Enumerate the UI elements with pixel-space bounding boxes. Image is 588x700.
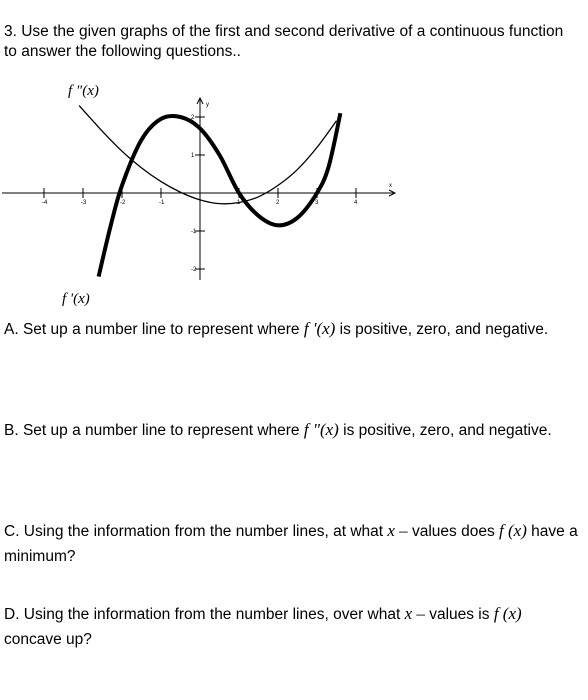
question-c-suffix: have a minimum? — [4, 523, 578, 565]
question-c-prefix: C. Using the information from the number lines, at what — [4, 523, 388, 540]
y-tick-label: -1 — [191, 229, 197, 235]
question-b — [4, 417, 579, 443]
question-c — [4, 518, 579, 569]
x-tick-label: 2 — [276, 200, 280, 206]
question-d — [4, 601, 579, 652]
x-tick-label: 4 — [354, 200, 358, 206]
question-c-math-x: x – — [387, 521, 408, 540]
x-tick-label: -3 — [81, 200, 87, 206]
f1-label: f '(x) — [62, 291, 90, 307]
question-b-prefix: B. Set up a number line to represent where — [4, 422, 304, 439]
question-c-mid: values does — [407, 523, 500, 540]
question-a — [4, 316, 579, 342]
y-tick-label: 1 — [191, 153, 195, 159]
question-d-math-x: x – — [404, 604, 425, 623]
f-double-prime-curve — [79, 106, 336, 204]
question-a-prefix: A. Set up a number line to represent where — [4, 321, 304, 338]
f-prime-curve — [99, 113, 341, 276]
x-tick-label: -4 — [42, 200, 48, 206]
y-axis-label: y — [206, 102, 209, 108]
question-d-mid: values is — [424, 606, 494, 623]
question-d-suffix: concave up? — [4, 631, 92, 648]
question-a-math: f '(x) — [303, 319, 336, 338]
question-d-prefix: D. Using the information from the number lines, over what — [4, 606, 405, 623]
x-tick-label: -2 — [120, 200, 126, 206]
y-tick-label: 2 — [191, 115, 195, 121]
curves — [79, 106, 340, 277]
derivative-graph — [0, 80, 588, 315]
tick-labels — [42, 102, 392, 273]
x-tick-label: 1 — [237, 200, 241, 206]
y-tick-label: -2 — [191, 267, 197, 273]
x-tick-label: -1 — [159, 200, 165, 206]
question-intro: 3. Use the given graphs of the first and second derivative of a continuous function to answer the following questions.. — [4, 23, 564, 60]
f2-label: f "(x) — [68, 83, 99, 99]
question-b-suffix: is positive, zero, and negative. — [338, 422, 552, 439]
question-b-math: f "(x) — [303, 420, 339, 439]
question-d-math-f: f (x) — [493, 604, 522, 623]
x-tick-label: 3 — [315, 200, 319, 206]
question-c-math-f: f (x) — [499, 521, 527, 540]
question-a-suffix: is positive, zero, and negative. — [335, 321, 549, 338]
x-axis-label: x — [389, 183, 392, 189]
